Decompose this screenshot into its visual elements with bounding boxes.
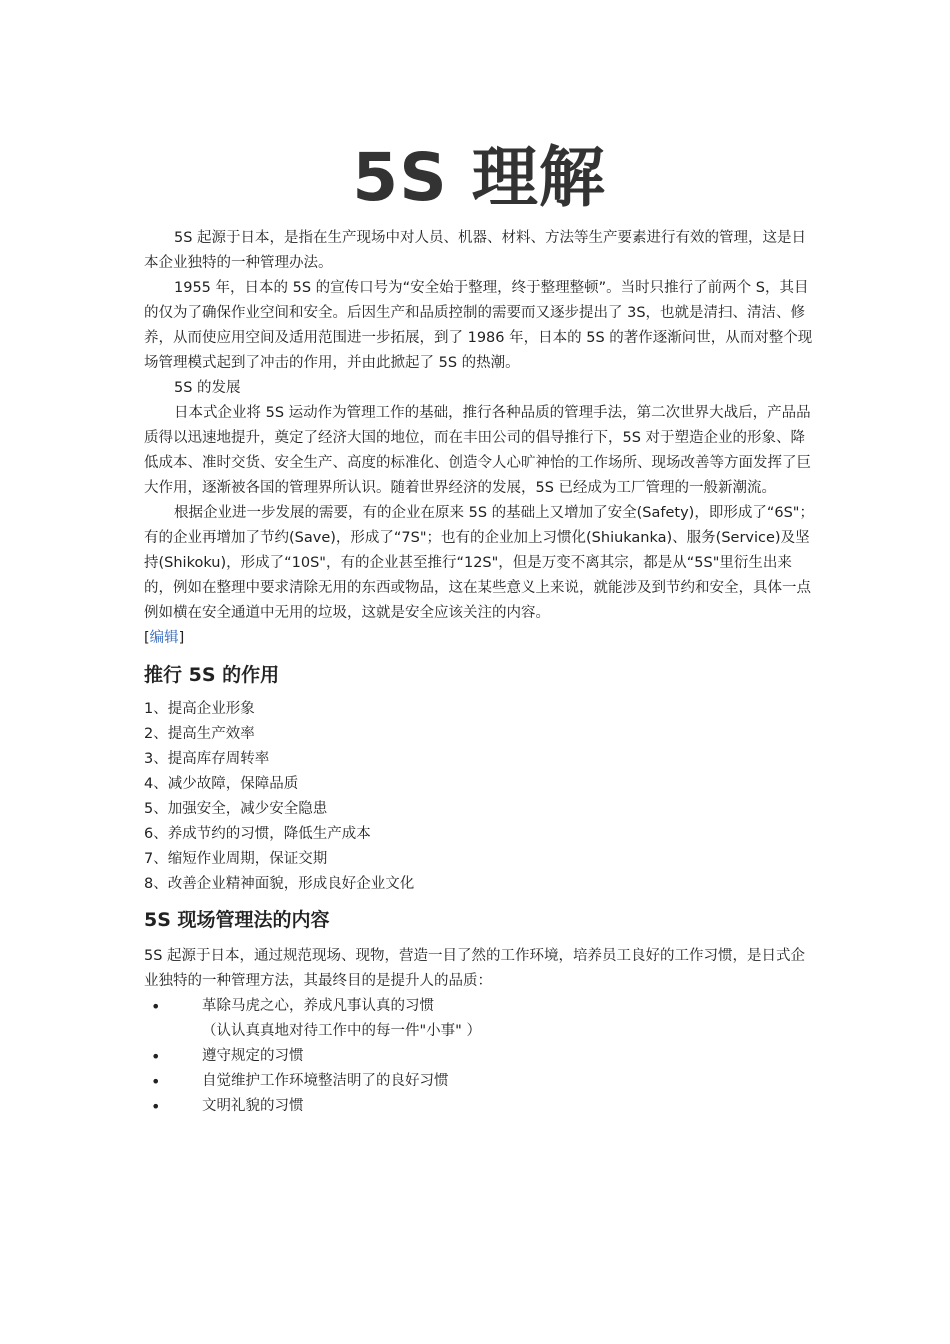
effect-list	[144, 697, 814, 897]
effect-list-item: 6、养成节约的习惯，降低生产成本	[144, 826, 371, 842]
intro-paragraph-1: 5S 起源于日本，是指在生产现场中对人员、机器、材料、方法等生产要素进行有效的管理，这是日本企业独特的一种管理办法。	[144, 230, 807, 271]
edit-bracket-open: [	[144, 630, 150, 646]
effect-list-item: 8、改善企业精神面貌，形成良好企业文化	[144, 876, 415, 892]
effect-list-item: 7、缩短作业周期，保证交期	[144, 851, 328, 867]
bullet-item	[144, 994, 814, 1044]
effect-list-item: 1、提高企业形象	[144, 701, 255, 717]
effect-list-item: 3、提高库存周转率	[144, 751, 270, 767]
effect-list-item: 4、减少故障，保障品质	[144, 776, 299, 792]
edit-bracket-close: ]	[178, 630, 185, 646]
quality-bullet-list	[144, 994, 814, 1119]
effect-list-item: 5、加强安全，减少安全隐患	[144, 801, 328, 817]
bullet-item	[144, 1044, 814, 1069]
edit-section-link-line	[144, 626, 814, 651]
bullet-dot-icon: •	[151, 1072, 161, 1091]
section-heading-effect: 推行 5S 的作用	[144, 664, 280, 686]
bullet-item-note: （认认真真地对待工作中的每一件"小事" ）	[202, 1023, 481, 1039]
bullet-item-text: 遵守规定的习惯	[202, 1048, 304, 1064]
intro-paragraph-2: 1955 年，日本的 5S 的宣传口号为“安全始于整理，终于整理整顿”。当时只推行了前两个 S，其目的仅为了确保作业空间和安全。后因生产和品质控制的需要而又逐步提出了 3S，也就是清扫、清洁、修养，从而使应用空间及适用范围进一步拓展，到了 1986 年，日本的 5S 的著作逐渐问世，从而对整个现场管理模式起到了冲击的作用，并由此掀起了 5S 的热潮。	[144, 280, 813, 371]
development-subtitle: 5S 的发展	[174, 380, 241, 396]
section-heading-content: 5S 现场管理法的内容	[144, 909, 330, 931]
edit-link[interactable]: 编辑	[149, 630, 179, 646]
bullet-item	[144, 1069, 814, 1094]
document-page	[144, 130, 814, 1119]
bullet-dot-icon: •	[151, 997, 161, 1016]
bullet-item-text: 自觉维护工作环境整洁明了的良好习惯	[202, 1073, 449, 1089]
document-title: 5S 理解	[352, 139, 606, 216]
intro-paragraph-3: 日本式企业将 5S 运动作为管理工作的基础，推行各种品质的管理手法，第二次世界大战后，产品品质得以迅速地提升，奠定了经济大国的地位，而在丰田公司的倡导推行下，5S 对于塑造企业的形象、降低成本、准时交货、安全生产、高度的标准化、创造令人心旷神怡的工作场所、现场改善等方面发挥了巨大作用，逐渐被各国的管理界所认识。随着世界经济的发展，5S 已经成为工厂管理的一般新潮流。	[144, 405, 811, 496]
bullet-item	[144, 1094, 814, 1119]
intro-paragraph-4: 根据企业进一步发展的需要，有的企业在原来 5S 的基础上又增加了安全(Safety)，即形成了“6S"；有的企业再增加了节约(Save)，形成了“7S"；也有的企业加上习惯化(Shiukanka)、服务(Service)及坚持(Shikoku)，形成了“10S"，有的企业甚至推行“12S"，但是万变不离其宗，都是从“5S"里衍生出来的，例如在整理中要求清除无用的东西或物品，这在某些意义上来说，就能涉及到节约和安全，具体一点例如横在安全通道中无用的垃圾，这就是安全应该关注的内容。	[144, 505, 814, 621]
bullet-dot-icon: •	[151, 1097, 161, 1116]
effect-list-item: 2、提高生产效率	[144, 726, 255, 742]
bullet-item-text: 文明礼貌的习惯	[202, 1098, 304, 1114]
content-paragraph: 5S 起源于日本，通过规范现场、现物，营造一目了然的工作环境，培养员工良好的工作习惯，是日式企业独特的一种管理方法，其最终目的是提升人的品质：	[144, 948, 806, 989]
bullet-dot-icon: •	[151, 1047, 161, 1066]
bullet-item-text: 革除马虎之心，养成凡事认真的习惯	[202, 998, 434, 1014]
